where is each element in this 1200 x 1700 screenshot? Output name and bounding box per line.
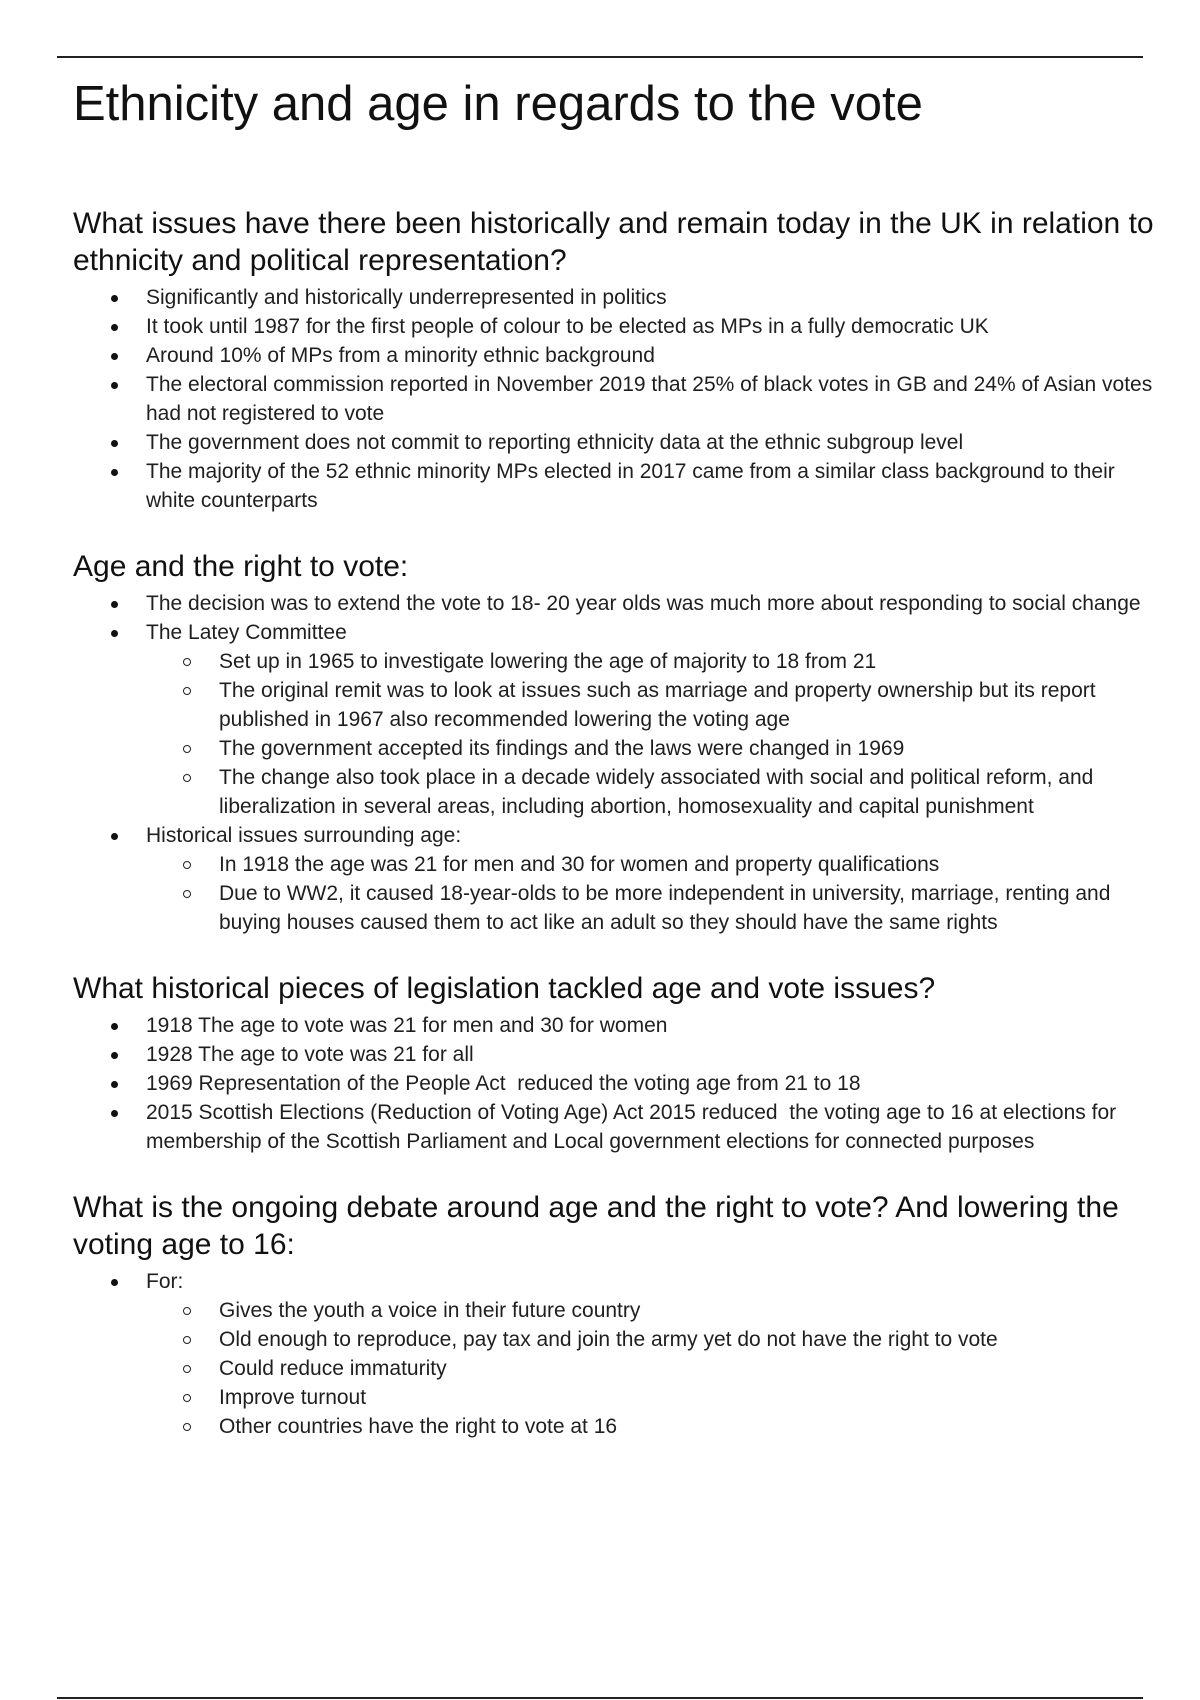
top-rule xyxy=(57,56,1143,58)
bullet-dot-icon xyxy=(111,353,118,360)
sub-bullet-list xyxy=(146,647,1158,821)
bullet-dot-icon xyxy=(111,1023,118,1030)
sub-bullet-list xyxy=(146,850,1158,937)
bullet-dot-icon xyxy=(111,324,118,331)
hollow-bullet-icon xyxy=(183,890,191,898)
bullet-dot-icon xyxy=(111,440,118,447)
list-item: The government does not commit to reporting ethnicity data at the ethnic subgroup level xyxy=(73,428,1158,457)
section-ethnicity-issues xyxy=(73,205,1158,515)
sub-bullet-list xyxy=(146,1296,1158,1441)
bullet-dot-icon xyxy=(111,1110,118,1117)
list-item: Significantly and historically underrepresented in politics xyxy=(73,283,1158,312)
section-legislation xyxy=(73,970,1158,1156)
section-heading: What issues have there been historically and remain today in the UK in relation to ethnicity and political representation? xyxy=(73,207,1154,277)
section-ongoing-debate xyxy=(73,1189,1158,1441)
list-item: It took until 1987 for the first people of colour to be elected as MPs in a fully democratic UK xyxy=(73,312,1158,341)
section-heading: What historical pieces of legislation tackled age and vote issues? xyxy=(73,972,936,1005)
bullet-list xyxy=(73,1267,1158,1441)
list-item: 1918 The age to vote was 21 for men and 30 for women xyxy=(73,1011,1158,1040)
hollow-bullet-icon xyxy=(183,774,191,782)
bullet-dot-icon xyxy=(111,1279,118,1286)
list-item: The Latey Committee Set up in 1965 to investigate lowering the age of majority to 18 from 21 The original remit was to look at issues such as marriage and property ownership but its report published in 1967 also recommended lowering the voting age The government accepted its findings and the laws were changed in 1969 The change also took place in a decade widely associated with social and political reform, and liberalization in several areas, including abortion, homosexuality and capital punishment xyxy=(73,618,1158,821)
list-item: 1928 The age to vote was 21 for all xyxy=(73,1040,1158,1069)
bullet-dot-icon xyxy=(111,630,118,637)
list-item: 1969 Representation of the People Act reduced the voting age from 21 to 18 xyxy=(73,1069,1158,1098)
hollow-bullet-icon xyxy=(183,1423,191,1431)
list-item: The decision was to extend the vote to 18- 20 year olds was much more about responding to social change xyxy=(73,589,1158,618)
bullet-dot-icon xyxy=(111,1052,118,1059)
hollow-bullet-icon xyxy=(183,1365,191,1373)
bullet-dot-icon xyxy=(111,833,118,840)
section-heading: What is the ongoing debate around age and the right to vote? And lowering the voting age to 16: xyxy=(73,1191,1119,1261)
document-title: Ethnicity and age in regards to the vote xyxy=(73,77,923,131)
list-item: The electoral commission reported in November 2019 that 25% of black votes in GB and 24% of Asian votes had not registered to vote xyxy=(73,370,1158,428)
hollow-bullet-icon xyxy=(183,1394,191,1402)
sub-list-item: Gives the youth a voice in their future country xyxy=(146,1296,1158,1325)
list-item: The majority of the 52 ethnic minority MPs elected in 2017 came from a similar class background to their white counterparts xyxy=(73,457,1158,515)
bullet-list xyxy=(73,1011,1158,1156)
sub-list-item: The government accepted its findings and the laws were changed in 1969 xyxy=(146,734,1158,763)
bullet-dot-icon xyxy=(111,469,118,476)
sub-list-item: The original remit was to look at issues such as marriage and property ownership but its report published in 1967 also recommended lowering the voting age xyxy=(146,676,1158,734)
bullet-dot-icon xyxy=(111,1081,118,1088)
hollow-bullet-icon xyxy=(183,745,191,753)
sub-list-item: Old enough to reproduce, pay tax and join the army yet do not have the right to vote xyxy=(146,1325,1158,1354)
sub-list-item: In 1918 the age was 21 for men and 30 for women and property qualifications xyxy=(146,850,1158,879)
bottom-rule xyxy=(57,1697,1143,1699)
hollow-bullet-icon xyxy=(183,861,191,869)
sub-list-item: The change also took place in a decade widely associated with social and political reform, and liberalization in several areas, including abortion, homosexuality and capital punishment xyxy=(146,763,1158,821)
bullet-dot-icon xyxy=(111,295,118,302)
hollow-bullet-icon xyxy=(183,1336,191,1344)
bullet-dot-icon xyxy=(111,382,118,389)
section-age-right-to-vote xyxy=(73,548,1158,937)
list-item: Around 10% of MPs from a minority ethnic background xyxy=(73,341,1158,370)
sub-list-item: Set up in 1965 to investigate lowering the age of majority to 18 from 21 xyxy=(146,647,1158,676)
bullet-list xyxy=(73,589,1158,937)
hollow-bullet-icon xyxy=(183,1307,191,1315)
hollow-bullet-icon xyxy=(183,658,191,666)
sub-list-item: Other countries have the right to vote at 16 xyxy=(146,1412,1158,1441)
list-item: 2015 Scottish Elections (Reduction of Voting Age) Act 2015 reduced the voting age to 16 at elections for membership of the Scottish Parliament and Local government elections for connected purposes xyxy=(73,1098,1158,1156)
hollow-bullet-icon xyxy=(183,687,191,695)
sub-list-item: Improve turnout xyxy=(146,1383,1158,1412)
list-item: Historical issues surrounding age: In 1918 the age was 21 for men and 30 for women and property qualifications Due to WW2, it caused 18-year-olds to be more independent in university, marriage, renting and buying houses caused them to act like an adult so they should have the same rights xyxy=(73,821,1158,937)
bullet-dot-icon xyxy=(111,601,118,608)
document-body xyxy=(73,70,1158,1441)
sub-list-item: Due to WW2, it caused 18-year-olds to be more independent in university, marriage, renting and buying houses caused them to act like an adult so they should have the same rights xyxy=(146,879,1158,937)
list-item: For: Gives the youth a voice in their future country Old enough to reproduce, pay tax and join the army yet do not have the right to vote Could reduce immaturity Improve turnout Other countries have the right to vote at 16 xyxy=(73,1267,1158,1441)
sub-list-item: Could reduce immaturity xyxy=(146,1354,1158,1383)
section-heading: Age and the right to vote: xyxy=(73,550,409,583)
bullet-list xyxy=(73,283,1158,515)
